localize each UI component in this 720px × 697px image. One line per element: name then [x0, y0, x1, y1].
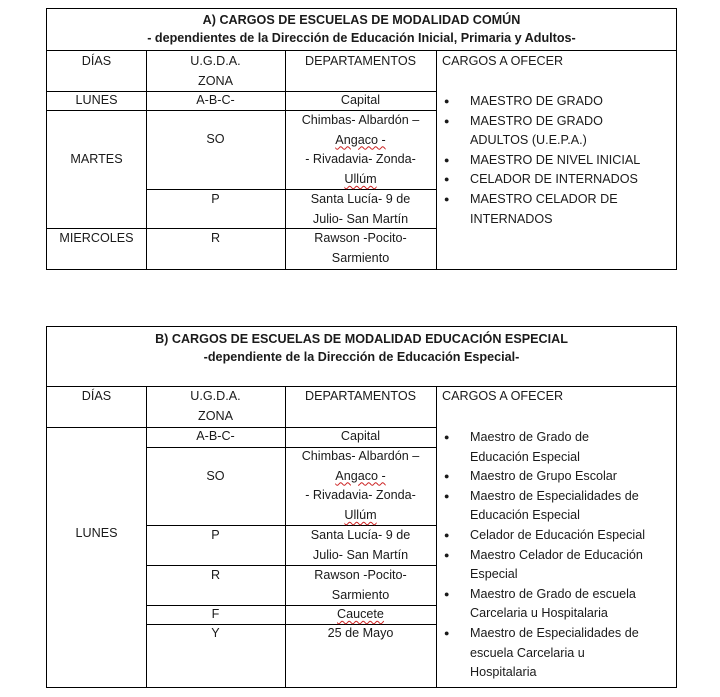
table-b-dept	[285, 566, 436, 605]
table-b-zona: F	[211, 607, 220, 621]
cargo-line: ● Maestro Celador de Educación	[470, 547, 643, 562]
dept-line: Sarmiento	[331, 250, 390, 265]
list-item	[436, 112, 640, 151]
dept-line: Sarmiento	[331, 587, 390, 602]
table-a-dept	[285, 190, 436, 229]
cargo-line: ● Celador de Educación Especial	[470, 527, 646, 542]
table-b	[46, 326, 677, 688]
cargo-line: Carcelaria u Hospitalaria	[470, 606, 608, 621]
col-header-dias: DÍAS	[81, 389, 112, 403]
col-header-ugda-line1: U.G.D.A.	[190, 389, 241, 403]
col-header-ugda-line1: U.G.D.A.	[190, 54, 241, 68]
dept-line: Angaco -	[335, 468, 386, 483]
list-item	[436, 526, 645, 546]
table-a-zona: P	[211, 192, 220, 206]
list-item	[436, 92, 640, 112]
cargo-line: Hospitalaria	[470, 665, 537, 680]
table-a	[46, 8, 677, 270]
list-item	[436, 170, 640, 190]
list-item	[436, 467, 645, 487]
table-b-cargos-list	[436, 428, 645, 683]
cargo-line: ● MAESTRO DE GRADO	[470, 94, 603, 108]
col-header-ugda-line2: ZONA	[198, 73, 233, 88]
table-a-zona: R	[210, 231, 221, 245]
col-header-dias: DÍAS	[81, 54, 112, 68]
table-b-dept	[285, 605, 436, 625]
dept-line: - Rivadavia- Zonda-	[305, 488, 416, 503]
col-header-departamentos: DEPARTAMENTOS	[304, 389, 417, 403]
col-header-departamentos: DEPARTAMENTOS	[304, 54, 417, 68]
table-b-zona: Y	[211, 626, 220, 640]
divider	[47, 50, 676, 51]
cargo-line: Educación Especial	[470, 508, 580, 523]
cargo-line: Especial	[470, 567, 518, 582]
cargo-line: ADULTOS (U.E.P.A.)	[470, 133, 587, 148]
table-b-dept	[285, 526, 436, 565]
table-a-dia-lunes: LUNES	[75, 93, 118, 107]
dept-line: Ullúm	[344, 507, 377, 522]
cargo-line: ● CELADOR DE INTERNADOS	[470, 172, 638, 187]
col-header-ugda	[146, 52, 285, 91]
dept-line: Ullúm	[344, 171, 377, 186]
table-a-dept	[285, 229, 436, 268]
table-a-cargos-list	[436, 92, 640, 229]
table-b-zona: A-B-C-	[196, 429, 235, 443]
table-b-title: B) CARGOS DE ESCUELAS DE MODALIDAD EDUCACIÓN ESPECIAL	[155, 332, 568, 346]
table-a-subtitle: - dependientes de la Dirección de Educación Inicial, Primaria y Adultos-	[147, 31, 576, 45]
dept-line: Rawson -Pocito-	[314, 231, 407, 245]
cargo-line: ● MAESTRO DE GRADO	[470, 113, 603, 128]
table-a-header	[47, 11, 676, 47]
table-b-header	[47, 330, 676, 366]
table-a-title: A) CARGOS DE ESCUELAS DE MODALIDAD COMÚN	[202, 13, 521, 27]
cargo-line: ● MAESTRO DE NIVEL INICIAL	[470, 152, 641, 167]
cargo-line: ● Maestro de Grupo Escolar	[470, 469, 617, 484]
list-item	[436, 428, 645, 467]
list-item	[436, 624, 645, 683]
table-b-zona: R	[210, 568, 221, 582]
dept-line: Rawson -Pocito-	[314, 568, 407, 582]
col-header-cargos: CARGOS A OFECER	[442, 54, 564, 68]
cargo-line: ● Maestro de Grado de	[470, 430, 590, 444]
dept-line: Santa Lucía- 9 de	[310, 528, 411, 542]
table-b-zona: SO	[206, 469, 225, 483]
list-item	[436, 190, 640, 229]
table-b-dia-lunes: LUNES	[75, 526, 118, 540]
list-item	[436, 487, 645, 526]
list-item	[436, 585, 645, 624]
list-item	[436, 546, 645, 585]
col-header-cargos: CARGOS A OFECER	[442, 389, 564, 403]
table-a-zona: A-B-C-	[196, 93, 235, 107]
cargo-line: ● Maestro de Especialidades de	[470, 488, 639, 503]
dept-line: Caucete	[337, 607, 384, 621]
table-b-dept: 25 de Mayo	[327, 626, 394, 640]
table-b-subtitle: -dependiente de la Dirección de Educación Especial-	[203, 350, 520, 364]
cargo-line: ● Maestro de Especialidades de	[470, 625, 639, 640]
table-b-dept: Capital	[340, 429, 381, 443]
table-a-dia-miercoles: MIERCOLES	[59, 231, 134, 245]
cargo-line: INTERNADOS	[470, 211, 553, 226]
dept-line: Julio- San Martín	[312, 547, 409, 562]
cargo-line: ● MAESTRO CELADOR DE	[470, 191, 618, 206]
cargo-line: ● Maestro de Grado de escuela	[470, 586, 636, 601]
dept-line: Chimbas- Albardón –	[301, 113, 420, 127]
dept-line: Chimbas- Albardón –	[301, 449, 420, 463]
dept-line: Angaco -	[335, 132, 386, 147]
col-header-ugda-line2: ZONA	[198, 408, 233, 423]
dept-line: Santa Lucía- 9 de	[310, 192, 411, 206]
table-b-dept	[285, 447, 436, 525]
table-b-zona: P	[211, 528, 220, 542]
list-item	[436, 151, 640, 171]
dept-line: Julio- San Martín	[312, 211, 409, 226]
dept-line: - Rivadavia- Zonda-	[305, 152, 416, 167]
col-header-ugda	[146, 387, 285, 426]
table-a-dept	[285, 111, 436, 189]
table-a-dept: Capital	[340, 93, 381, 107]
table-a-zona: SO	[206, 132, 225, 146]
cargo-line: Educación Especial	[470, 449, 580, 464]
table-a-dia-martes: MARTES	[70, 152, 123, 166]
cargo-line: escuela Carcelaria u	[470, 645, 585, 660]
